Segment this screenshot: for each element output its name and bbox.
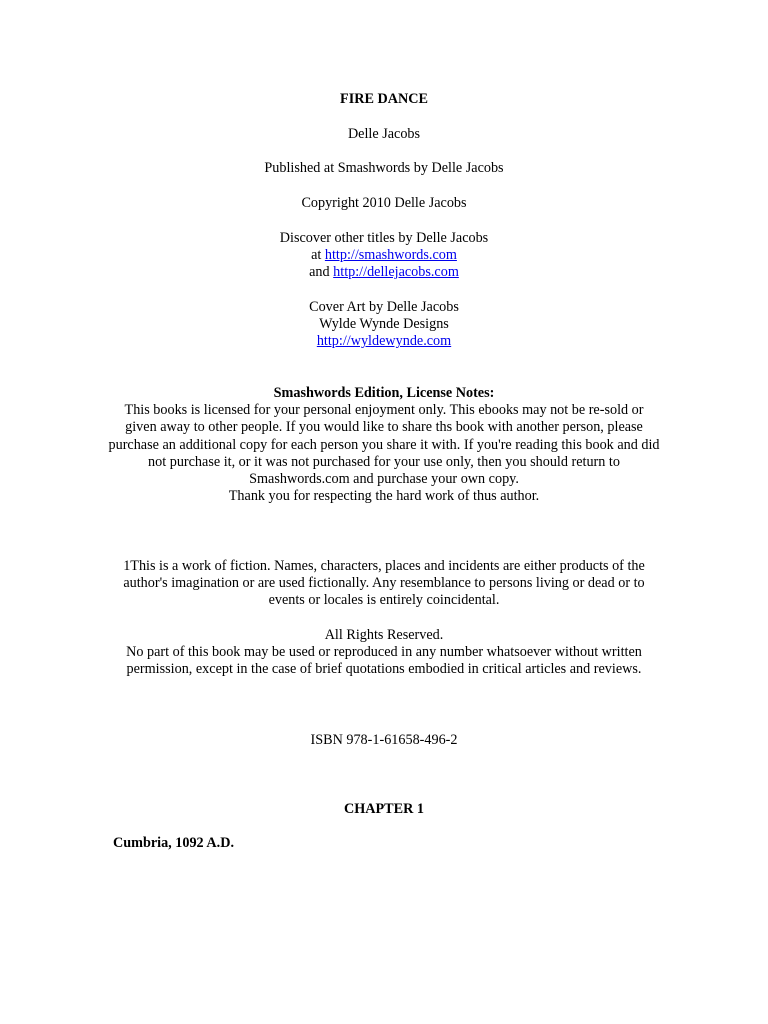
license-line: not purchase it, or it was not purchased for your use only, then you should return to	[148, 453, 620, 470]
at-prefix: at	[311, 247, 322, 264]
rights-line: No part of this book may be used or reproduced in any number whatsoever without written	[126, 644, 642, 661]
license-line: This books is licensed for your personal enjoyment only. This ebooks may not be re-sold or	[124, 402, 644, 419]
license-notes	[84, 385, 684, 505]
rights-line: permission, except in the case of brief quotations embodied in critical articles and reviews.	[126, 661, 642, 678]
disclaimer-line: events or locales is entirely coincidental.	[268, 592, 500, 609]
discover-line: Discover other titles by Delle Jacobs	[279, 230, 489, 246]
and-prefix: and	[309, 264, 330, 281]
rights-section	[84, 627, 684, 679]
cover-art-line: Cover Art by Delle Jacobs	[309, 299, 459, 315]
disclaimer-line: 1This is a work of fiction. Names, characters, places and incidents are either products of the	[123, 558, 645, 574]
copyright-line: Copyright 2010 Delle Jacobs	[301, 195, 467, 211]
dellejacobs-link[interactable]: http://dellejacobs.com	[333, 264, 459, 281]
book-title: FIRE DANCE	[340, 91, 428, 107]
smashwords-link[interactable]: http://smashwords.com	[324, 247, 457, 264]
isbn-line: ISBN 978-1-61658-496-2	[310, 732, 458, 748]
license-line: Thank you for respecting the hard work of thus author.	[228, 488, 540, 505]
author-name: Delle Jacobs	[347, 126, 421, 142]
wyldewynde-link[interactable]: http://wyldewynde.com	[316, 333, 452, 350]
fiction-disclaimer	[84, 558, 684, 610]
cover-art-section	[84, 299, 684, 351]
discover-link-row-2	[84, 264, 684, 281]
setting-line: Cumbria, 1092 A.D.	[113, 835, 234, 851]
discover-section	[84, 230, 684, 282]
license-line: given away to other people. If you would like to share ths book with another person, please	[125, 419, 643, 436]
license-heading: Smashwords Edition, License Notes:	[273, 385, 495, 401]
rights-heading: All Rights Reserved.	[324, 627, 444, 643]
discover-link-row-1	[84, 247, 684, 264]
license-line: purchase an additional copy for each person you share it with. If you're reading this book and did	[108, 436, 660, 453]
disclaimer-line: author's imagination or are used fictionally. Any resemblance to persons living or dead or to	[123, 575, 645, 592]
published-line: Published at Smashwords by Delle Jacobs	[264, 160, 504, 176]
chapter-heading: CHAPTER 1	[343, 801, 424, 817]
license-line: Smashwords.com and purchase your own copy.	[249, 471, 519, 488]
designer-line: Wylde Wynde Designs	[319, 316, 449, 333]
